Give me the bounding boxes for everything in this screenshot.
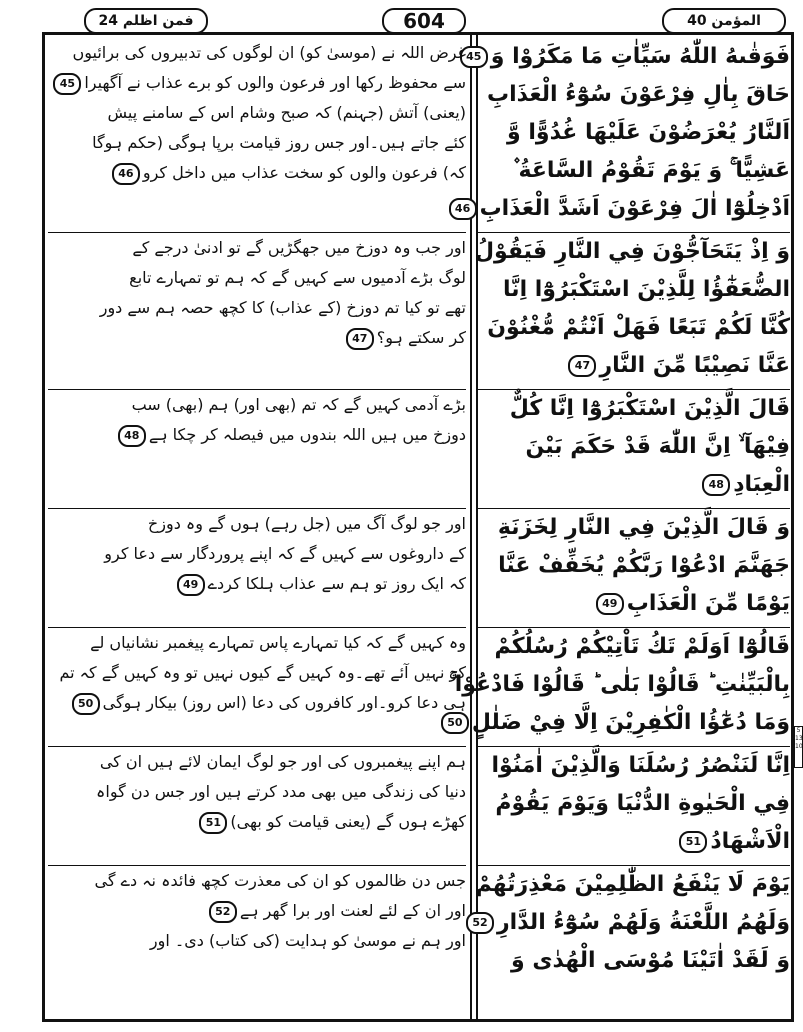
arabic-text-line	[478, 628, 790, 666]
line-text: اور جو لوگ آگ میں (جل رہے) ہوں گے وہ دوزخ	[147, 514, 466, 533]
line-text: کہ ایک روز تو ہم سے عذاب ہلکا کردے	[207, 574, 466, 593]
arabic-text-line	[478, 76, 790, 114]
line-text: تھے تو کیا تم دوزخ (کے عذاب) کا کچھ حصہ ہم سے دور	[99, 298, 466, 317]
line-text: وَ لَقَدْ اٰتَيْنَا مُوْسَى الْهُدٰى وَ	[511, 948, 790, 973]
line-text: سے محفوظ رکھا اور فرعون والوں کو برے عذاب نے آگھیرا	[84, 73, 466, 92]
line-text: اور جب وہ دوزخ میں جھگڑیں گے تو ادنیٰ درجے کے	[132, 238, 466, 257]
urdu-text-line	[48, 420, 466, 450]
line-text: اِنَّا لَنَنْصُرُ رُسُلَنَا وَالَّذِيْنَ اٰمَنُوْا	[491, 753, 790, 778]
arabic-text-line	[478, 347, 790, 385]
urdu-verse-block	[48, 390, 466, 509]
verse-number-marker: 51	[199, 812, 227, 834]
urdu-text-line	[48, 68, 466, 98]
urdu-text-line	[48, 293, 466, 323]
arabic-text-line	[475, 866, 790, 904]
line-text: فِي الْحَيٰوةِ الدُّنْيَا وَيَوْمَ يَقُوْمُ	[495, 791, 790, 816]
urdu-verse-block	[48, 628, 466, 747]
verse-number-marker: 48	[702, 474, 730, 496]
line-text: کر نہیں آئے تھے۔وہ کہیں گے کیوں نہیں تو وہ کہیں گے کہ تم	[59, 663, 466, 682]
urdu-text-line	[48, 539, 466, 569]
line-text: وَلَهُمُ اللَّعْنَةُ وَلَهُمْ سُوْٓءُ الدَّارِ	[497, 910, 790, 935]
urdu-text-line	[48, 509, 466, 539]
urdu-verse-block	[48, 866, 466, 984]
line-text: يَوْمَ لَا يَنْفَعُ الظّٰلِمِيْنَ مَعْذِرَتُهُمْ	[475, 872, 790, 897]
arabic-verse-block	[478, 747, 790, 866]
urdu-text-line	[48, 390, 466, 420]
verse-number-marker: 50	[441, 712, 469, 734]
line-text: الْاَشْهَادُ	[710, 829, 790, 854]
line-text: بِالْبَيِّنٰتِ ؕ قَالُوْا بَلٰى ؕ قَالُوْا فَادْعُوْا ۚ	[449, 672, 790, 697]
arabic-text-line	[478, 547, 790, 585]
urdu-text-line	[48, 233, 466, 263]
arabic-text-line	[478, 114, 790, 152]
arabic-verse-block	[478, 390, 790, 509]
urdu-text-line	[48, 896, 466, 926]
urdu-text-line	[48, 866, 466, 896]
arabic-text-line	[478, 747, 790, 785]
urdu-text-line	[48, 628, 466, 658]
surah-label: المؤمن 40	[662, 8, 786, 34]
line-text: فِيْهَآ ۙ اِنَّ اللّٰهَ قَدْ حَكَمَ بَيْنَ	[525, 434, 790, 459]
line-text: اور ان کے لئے لعنت اور برا گھر ہے	[239, 901, 466, 920]
arabic-text-line	[447, 704, 790, 742]
urdu-verse-block	[48, 233, 466, 390]
verse-number-marker: 47	[568, 355, 596, 377]
ruku-marker: 5 13 10	[794, 726, 803, 768]
urdu-verse-block	[48, 747, 466, 866]
verse-number-marker: 47	[346, 328, 374, 350]
urdu-text-line	[48, 128, 466, 158]
line-text: حَاقَ بِاٰلِ فِرْعَوْنَ سُوْٓءُ الْعَذَابِ	[487, 82, 790, 107]
line-text: كُنَّا لَكُمْ تَبَعًا فَهَلْ اَنْتُمْ مُّغْنُوْنَ	[487, 315, 790, 340]
urdu-text-line	[48, 926, 466, 956]
line-text: عَنَّا نَصِيْبًا مِّنَ النَّارِ	[599, 353, 790, 378]
arabic-text-line	[478, 823, 790, 861]
verse-number-marker: 50	[72, 693, 100, 715]
line-text: الْعِبَادِ	[733, 472, 790, 497]
line-text: لوگ بڑے آدمیوں سے کہیں گے کہ ہم تو تمہارے تابع	[129, 268, 466, 287]
line-text: اور ہم نے موسیٰ کو ہدایت (کی کتاب) دی۔ اور	[149, 931, 466, 950]
arabic-text-line	[472, 904, 790, 942]
line-text: (یعنی) آتش (جہنم) کہ صبح وشام اس کے سامنے پیش	[107, 103, 466, 122]
line-text: کے داروغوں سے کہیں گے کہ اپنے پروردگار سے دعا کرو	[104, 544, 466, 563]
line-text: وَ قَالَ الَّذِيْنَ فِي النَّارِ لِخَزَنَةِ	[497, 515, 790, 540]
para-label: فمن اظلم 24	[84, 8, 208, 34]
urdu-text-line	[48, 158, 466, 188]
line-text: دنیا کی زندگی میں بھی مدد کرتے ہیں اور جس دن گواہ	[96, 782, 466, 801]
urdu-text-line	[48, 98, 466, 128]
arabic-text-line	[454, 190, 790, 228]
arabic-column	[447, 38, 790, 984]
line-text: جس دن ظالموں کو ان کی معذرت کچھ فائدہ نہ دے گی	[94, 871, 466, 890]
line-text: قَالُوْٓا اَوَلَمْ تَكُ تَاْتِيْكُمْ رُسُلُكُمْ	[494, 634, 790, 659]
arabic-verse-block	[454, 38, 790, 233]
line-text: دوزخ میں ہیں اللہ بندوں میں فیصلہ کر چکا ہے	[148, 425, 466, 444]
line-text: ہم اپنے پیغمبروں کی اور جو لوگ ایمان لائے ہیں ان کی	[99, 752, 466, 771]
urdu-text-line	[48, 38, 466, 68]
line-text: يَوْمًا مِّنَ الْعَذَابِ	[626, 591, 790, 616]
verse-number-marker: 45	[460, 46, 488, 68]
line-text: کئے جاتے ہیں۔اور جس روز قیامت برپا ہوگی (حکم ہوگا	[92, 133, 466, 152]
line-text: وَ اِذْ يَتَحَآجُّوْنَ فِي النَّارِ فَيَقُوْلُ	[474, 239, 790, 264]
arabic-text-line	[478, 428, 790, 466]
arabic-verse-block	[474, 233, 790, 390]
verse-number-marker: 52	[466, 912, 494, 934]
line-text: کر سکتے ہو؟	[376, 328, 466, 347]
verse-number-marker: 51	[679, 831, 707, 853]
verse-number-marker: 52	[209, 901, 237, 923]
urdu-column	[48, 38, 466, 984]
line-text: الضُّعَفٰٓؤُا لِلَّذِيْنَ اسْتَكْبَرُوْٓا اِنَّا	[503, 277, 790, 302]
arabic-text-line	[478, 271, 790, 309]
arabic-text-line	[478, 509, 790, 547]
urdu-text-line	[48, 323, 466, 353]
urdu-verse-block	[48, 38, 466, 233]
arabic-text-line	[478, 466, 790, 504]
line-text: غرض اللہ نے (موسیٰ کو) ان لوگوں کی تدبیروں کی برائیوں	[72, 43, 466, 62]
line-text: عَشِيًّا ۚ وَ يَوْمَ تَقُوْمُ السَّاعَةُ ۫	[513, 158, 790, 183]
page-number: 604	[382, 8, 466, 34]
page-header	[42, 6, 794, 34]
urdu-text-line	[48, 658, 466, 688]
urdu-text-line	[48, 807, 466, 837]
arabic-verse-block	[478, 509, 790, 628]
line-text: اَدْخِلُوْٓا اٰلَ فِرْعَوْنَ اَشَدَّ الْعَذَابِ	[479, 196, 790, 221]
verse-number-marker: 49	[596, 593, 624, 615]
arabic-verse-block	[447, 628, 790, 747]
line-text: ہی دعا کرو۔اور کافروں کی دعا (اس روز) بیکار ہوگی	[102, 693, 466, 712]
urdu-text-line	[48, 747, 466, 777]
urdu-text-line	[48, 688, 466, 718]
line-text: وہ کہیں گے کہ کیا تمہارے پاس تمہارے پیغمبر نشانیاں لے	[90, 633, 466, 652]
line-text: جَهَنَّمَ ادْعُوْا رَبَّكُمْ يُخَفِّفْ عَنَّا	[498, 553, 790, 578]
line-text: کھڑے ہوں گے (یعنی قیامت کو بھی)	[230, 812, 466, 831]
urdu-verse-block	[48, 509, 466, 628]
arabic-verse-block	[472, 866, 790, 984]
verse-number-marker: 46	[112, 163, 140, 185]
arabic-text-line	[478, 585, 790, 623]
line-text: کہ) فرعون والوں کو سخت عذاب میں داخل کرو	[142, 163, 466, 182]
line-text: اَلنَّارُ يُعْرَضُوْنَ عَلَيْهَا غُدُوًّا وَّ	[507, 120, 790, 145]
verse-number-marker: 48	[118, 425, 146, 447]
line-text: وَمَا دُعٰٓؤُا الْكٰفِرِيْنَ اِلَّا فِيْ ضَلٰلٍ	[471, 710, 790, 735]
arabic-text-line	[449, 666, 790, 704]
verse-number-marker: 49	[177, 574, 205, 596]
verse-number-marker: 45	[53, 73, 81, 95]
urdu-text-line	[48, 263, 466, 293]
urdu-text-line	[48, 569, 466, 599]
arabic-text-line	[466, 38, 790, 76]
arabic-text-line	[478, 390, 790, 428]
line-text: قَالَ الَّذِيْنَ اسْتَكْبَرُوْٓا اِنَّا كُلٌّ	[509, 396, 790, 421]
arabic-text-line	[478, 152, 790, 190]
arabic-text-line	[474, 233, 790, 271]
arabic-text-line	[478, 309, 790, 347]
arabic-text-line	[478, 942, 790, 980]
line-text: فَوَقٰىهُ اللّٰهُ سَيِّاٰتِ مَا مَكَرُوْا وَ	[490, 44, 790, 69]
arabic-text-line	[478, 785, 790, 823]
line-text: بڑے آدمی کہیں گے کہ تم (بھی اور) ہم (بھی) سب	[131, 395, 466, 414]
verse-number-marker: 46	[449, 198, 477, 220]
urdu-text-line	[48, 777, 466, 807]
